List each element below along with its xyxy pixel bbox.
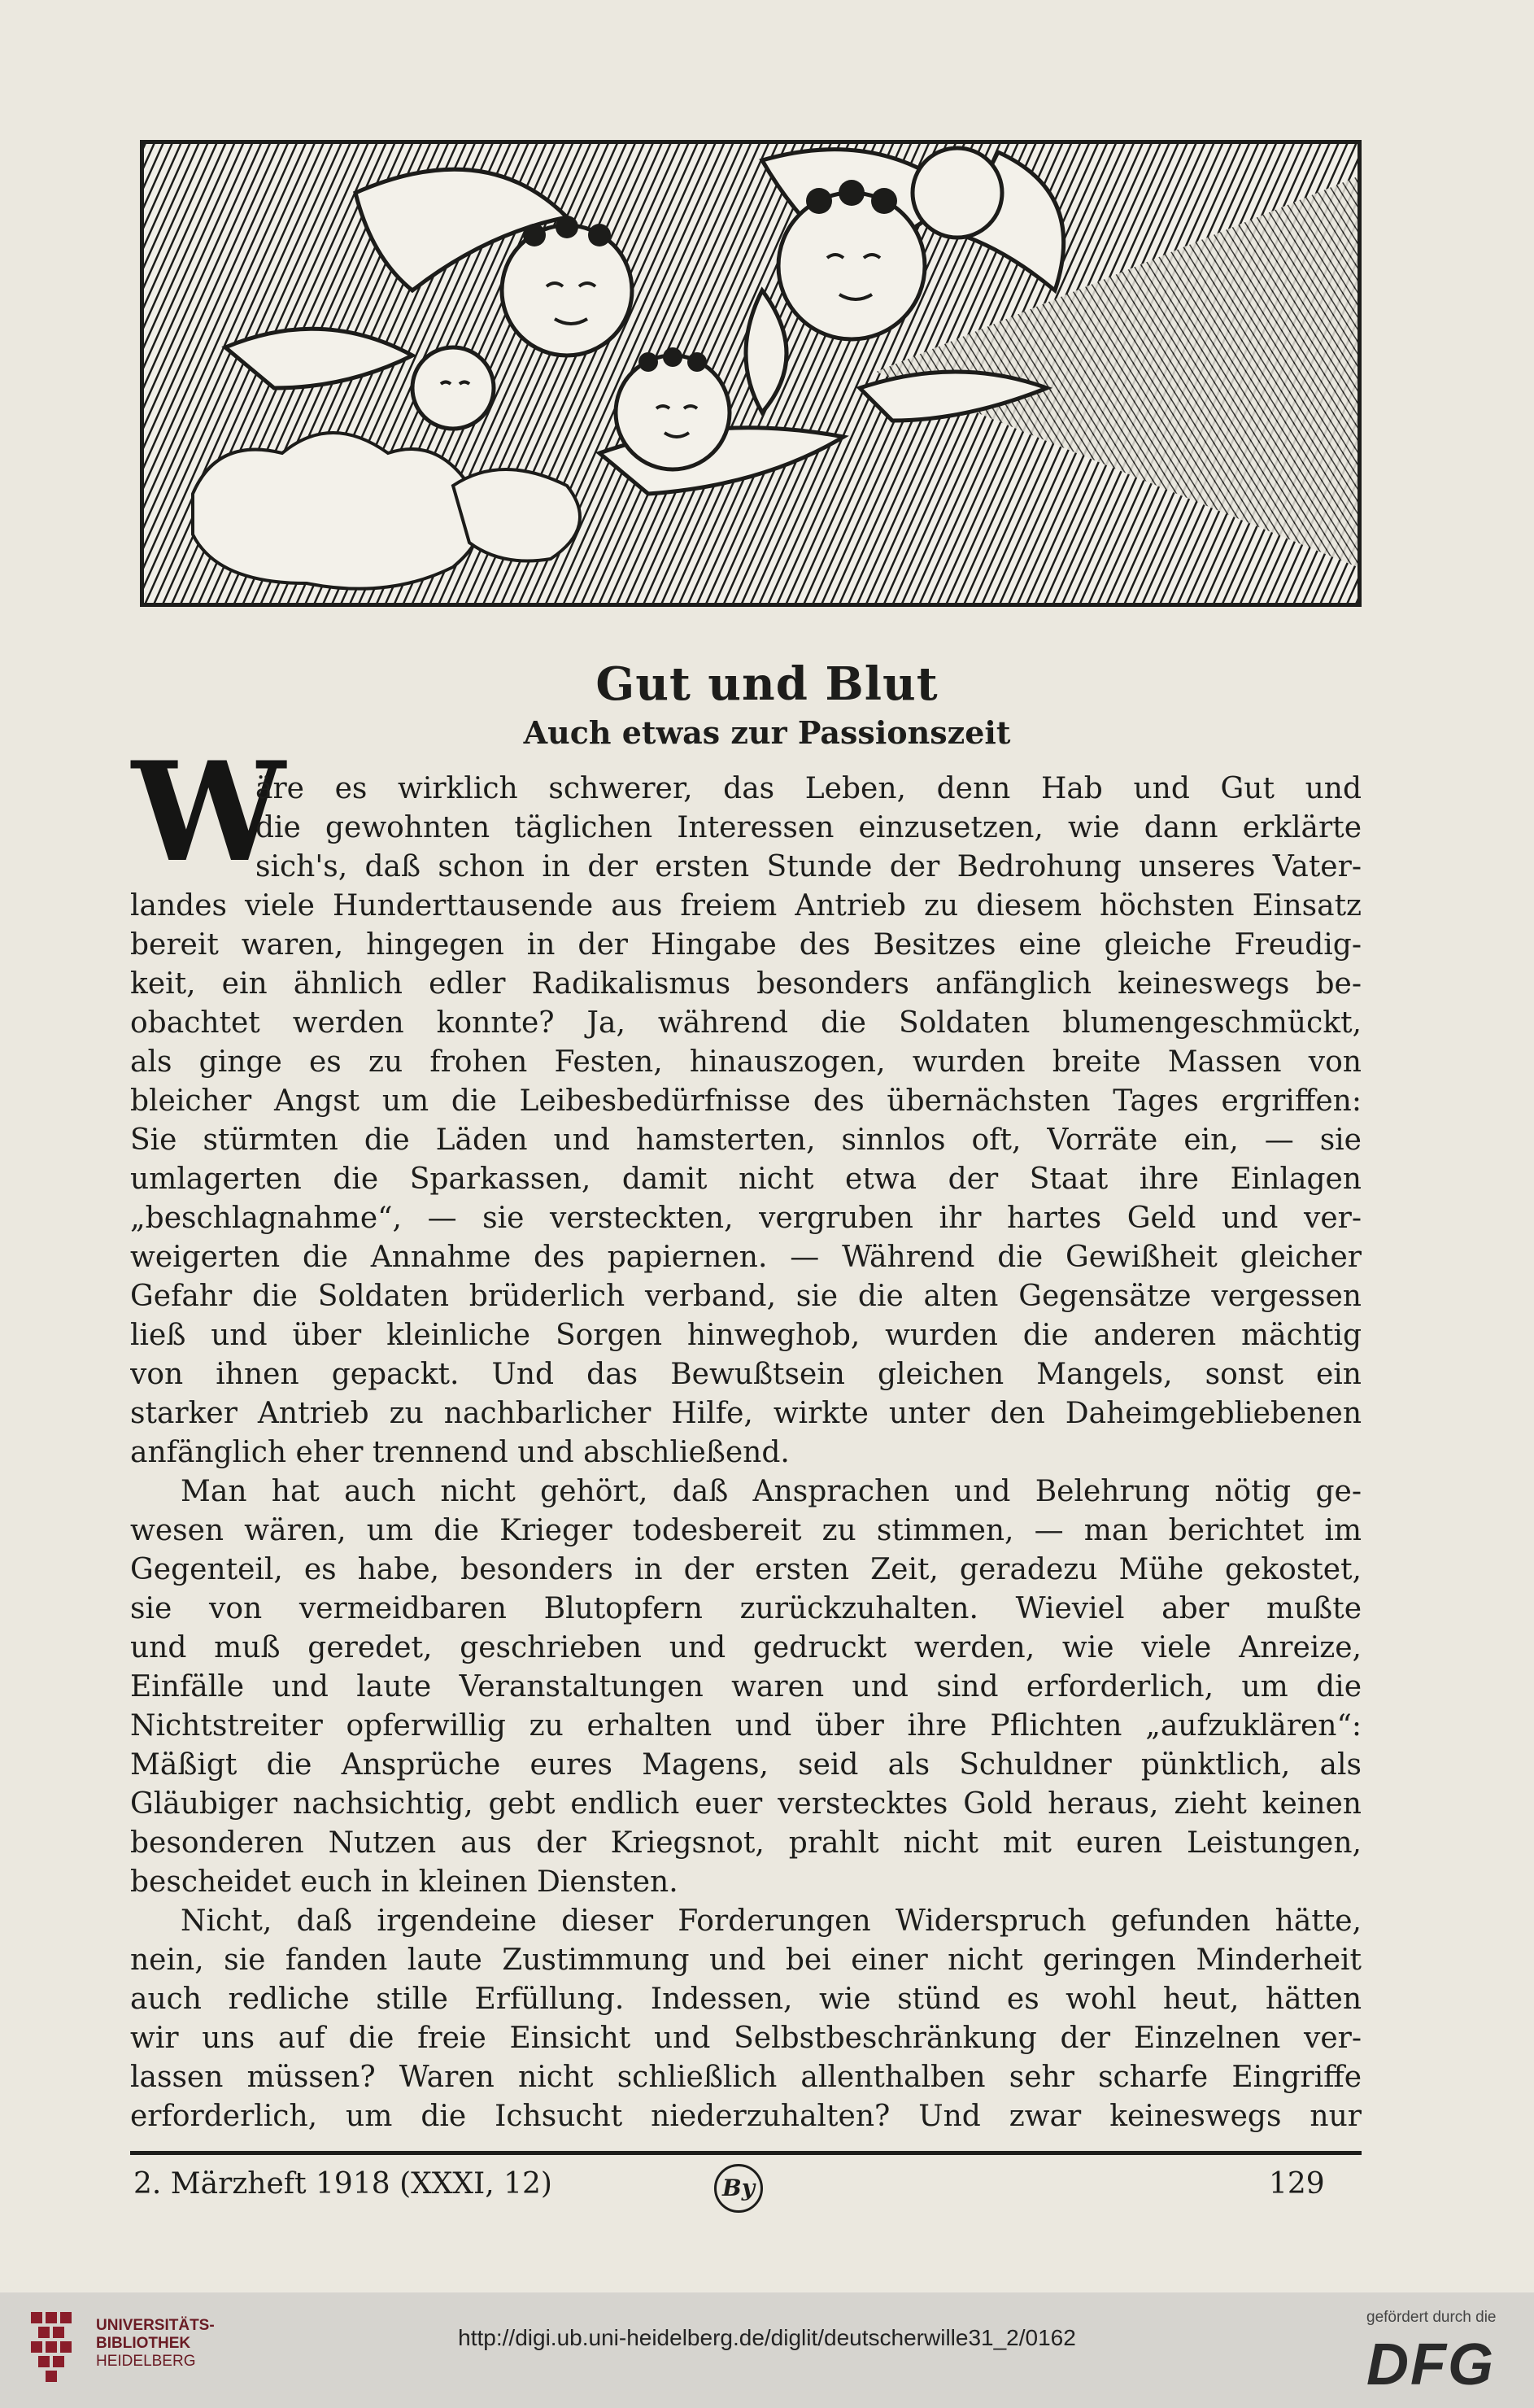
library-name-line: HEIDELBERG (96, 2353, 196, 2370)
text-line: landes viele Hunderttausende aus freiem Antrieb zu diesem höchsten Einsatz (130, 889, 1362, 923)
article-subtitle: Auch etwas zur Passionszeit (523, 714, 1011, 751)
text-line: auch redliche stille Erfüllung. Indessen, wie stünd es wohl heut, hätten (130, 1983, 1362, 2016)
text-line: Mäßigt die Ansprüche eures Magens, seid als Schuldner pünktlich, als (130, 1748, 1362, 1782)
permalink-url[interactable]: http://digi.ub.uni-heidelberg.de/diglit/deutscherwille31_2/0162 (458, 2325, 1076, 2350)
text-line: ließ und über kleinliche Sorgen hinweghob, wurden die anderen mächtig (130, 1319, 1362, 1352)
text-line: von ihnen gepackt. Und das Bewußtsein gleichen Mangels, sonst ein (130, 1358, 1362, 1391)
text-line: besonderen Nutzen aus der Kriegsnot, prahlt nicht mit euren Leistungen, (130, 1826, 1362, 1860)
text-line: und muß geredet, geschrieben und gedruckt werden, wie viele Anreize, (130, 1631, 1362, 1664)
drop-capital: W (132, 731, 285, 892)
text-line: bleicher Angst um die Leibesbedürfnisse des übernächsten Tages ergriffen: (130, 1084, 1362, 1118)
text-line: Man hat auch nicht gehört, daß Ansprachen und Belehrung nötig ge- (181, 1475, 1362, 1508)
library-name-line: UNIVERSITÄTS- (96, 2317, 215, 2334)
library-name-line: BIBLIOTHEK (96, 2335, 191, 2352)
text-line: weigerten die Annahme des papiernen. — Während die Gewißheit gleicher (130, 1241, 1362, 1274)
text-line: Gläubiger nachsichtig, gebt endlich euer verstecktes Gold heraus, zieht keinen (130, 1787, 1362, 1821)
text-line: umlagerten die Sparkassen, damit nicht etwa der Staat ihre Einlagen (130, 1163, 1362, 1196)
issue-reference: 2. Märzheft 1918 (XXXI, 12) (133, 2167, 552, 2201)
text-line: Sie stürmten die Läden und hamsterten, sinnlos oft, Vorräte ein, — sie (130, 1123, 1362, 1157)
publisher-monogram-icon: By (714, 2164, 763, 2213)
woodcut-illustration-cherubs (140, 140, 1362, 607)
text-line: bereit waren, hingegen in der Hingabe des Besitzes eine gleiche Freudig- (130, 928, 1362, 962)
text-line: bescheidet euch in kleinen Diensten. (130, 1865, 678, 1899)
text-line: sie von vermeidbaren Blutopfern zurückzuhalten. Wieviel aber mußte (130, 1592, 1362, 1625)
text-line: Gegenteil, es habe, besonders in der ersten Zeit, geradezu Mühe gekostet, (130, 1553, 1362, 1586)
text-line: nein, sie fanden laute Zustimmung und bei einer nicht geringen Minderheit (130, 1943, 1362, 1977)
text-line: sich's, daß schon in der ersten Stunde der Bedrohung unseres Vater- (255, 850, 1362, 883)
text-line: keit, ein ähnlich edler Radikalismus besonders anfänglich keineswegs be- (130, 967, 1362, 1001)
text-line: als ginge es zu frohen Festen, hinauszogen, wurden breite Massen von (130, 1045, 1362, 1079)
article-title: Gut und Blut (595, 657, 939, 711)
text-line: erforderlich, um die Ichsucht niederzuhalten? Und zwar keineswegs nur (130, 2100, 1362, 2133)
text-line: anfänglich eher trennend und abschließend. (130, 1436, 790, 1469)
text-line: obachtet werden konnte? Ja, während die Soldaten blumengeschmückt, (130, 1006, 1362, 1040)
text-line: Einfälle und laute Veranstaltungen waren und sind erforderlich, um die (130, 1670, 1362, 1703)
text-line: Nicht, daß irgendeine dieser Forderungen Widerspruch gefunden hätte, (181, 1904, 1362, 1938)
text-line: lassen müssen? Waren nicht schließlich allenthalben sehr scharfe Eingriffe (130, 2061, 1362, 2094)
text-line: Gefahr die Soldaten brüderlich verband, sie die alten Gegensätze vergessen (130, 1280, 1362, 1313)
text-line: die gewohnten täglichen Interessen einzusetzen, wie dann erklärte (255, 811, 1362, 844)
text-line: „beschlagnahme“, — sie versteckten, vergruben ihr hartes Geld und ver- (130, 1202, 1362, 1235)
text-line: starker Antrieb zu nachbarlicher Hilfe, wirkte unter den Daheimgebliebenen (130, 1397, 1362, 1430)
dfg-logo-icon[interactable]: DFG (1366, 2332, 1495, 2397)
footer-rule (130, 2151, 1362, 2155)
sponsor-label: gefördert durch die (1366, 2309, 1497, 2326)
cherubs-woodcut-image (144, 144, 1358, 603)
text-line: wesen wären, um die Krieger todesbereit zu stimmen, — man berichtet im (130, 1514, 1362, 1547)
page-number: 129 (1269, 2167, 1325, 2201)
text-line: wir uns auf die freie Einsicht und Selbstbeschränkung der Einzelnen ver- (130, 2022, 1362, 2055)
text-line: Nichtstreiter opferwillig zu erhalten und über ihre Pflichten „aufzuklären“: (130, 1709, 1362, 1743)
text-line: äre es wirklich schwerer, das Leben, denn Hab und Gut und (255, 772, 1362, 805)
